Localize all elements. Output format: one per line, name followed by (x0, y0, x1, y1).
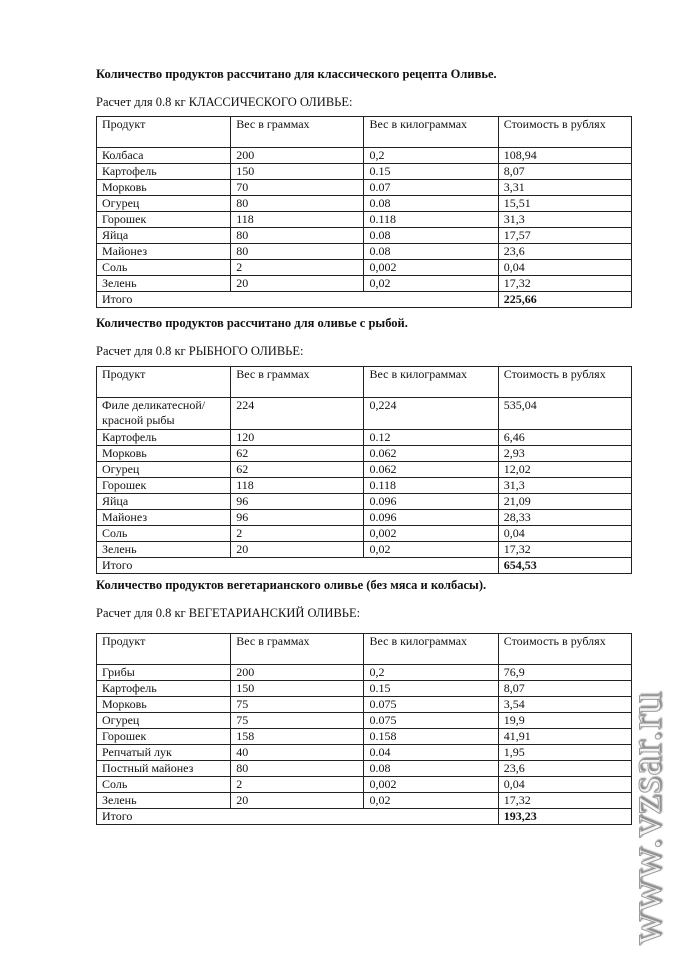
cell-product: Морковь (97, 697, 231, 713)
cell-kg: 0,02 (364, 276, 498, 292)
cell-product: Зелень (97, 542, 231, 558)
table-row (97, 681, 632, 697)
section-heading: Количество продуктов рассчитано для оливье с рыбой. (96, 316, 408, 330)
watermark-graphic (620, 610, 676, 950)
cell-kg: 0,02 (364, 542, 498, 558)
cell-kg: 0,002 (364, 777, 498, 793)
table-row (97, 164, 632, 180)
cell-grams: 200 (231, 148, 364, 164)
cell-cost: 535,04 (498, 398, 631, 430)
section-fish (96, 316, 632, 574)
cell-product: Зелень (97, 276, 231, 292)
table-row (97, 665, 632, 681)
table-row (97, 793, 632, 809)
cell-kg: 0,2 (364, 665, 498, 681)
header-cell-grams: Вес в граммах (231, 367, 364, 398)
section-subheading: Расчет для 0.8 кг КЛАССИЧЕСКОГО ОЛИВЬЕ: (96, 95, 353, 109)
total-row (97, 292, 632, 308)
total-row (97, 809, 632, 825)
cell-product: Грибы (97, 665, 231, 681)
table-row (97, 398, 632, 430)
cell-cost: 76,9 (498, 665, 631, 681)
cell-kg: 0.118 (364, 212, 498, 228)
table-row (97, 542, 632, 558)
section-heading: Количество продуктов рассчитано для классического рецепта Оливье. (96, 67, 497, 81)
vegetarian-table (96, 633, 632, 825)
cell-cost: 8,07 (498, 164, 631, 180)
cell-grams: 150 (231, 681, 364, 697)
table-row (97, 260, 632, 276)
header-cell-kg: Вес в килограммах (364, 634, 498, 665)
table-row (97, 212, 632, 228)
cell-cost: 17,32 (498, 542, 631, 558)
cell-cost: 31,3 (498, 478, 631, 494)
cell-kg: 0.158 (364, 729, 498, 745)
section-subheading: Расчет для 0.8 кг РЫБНОГО ОЛИВЬЕ: (96, 344, 304, 358)
cell-product: Огурец (97, 713, 231, 729)
cell-cost: 19,9 (498, 713, 631, 729)
table-row (97, 244, 632, 260)
cell-cost: 12,02 (498, 462, 631, 478)
cell-kg: 0.075 (364, 713, 498, 729)
cell-product: Горошек (97, 212, 231, 228)
cell-grams: 150 (231, 164, 364, 180)
table-header-row (97, 634, 632, 665)
cell-kg: 0.08 (364, 228, 498, 244)
cell-grams: 20 (231, 276, 364, 292)
cell-kg: 0.07 (364, 180, 498, 196)
cell-product: Постный майонез (97, 761, 231, 777)
cell-cost: 17,57 (498, 228, 631, 244)
section-classic (96, 67, 632, 308)
cell-grams: 20 (231, 542, 364, 558)
cell-cost: 28,33 (498, 510, 631, 526)
cell-grams: 62 (231, 446, 364, 462)
section-heading: Количество продуктов вегетарианского оливье (без мяса и колбасы). (96, 578, 487, 592)
table-row (97, 478, 632, 494)
cell-product: Репчатый лук (97, 745, 231, 761)
cell-kg: 0,002 (364, 526, 498, 542)
table-row (97, 276, 632, 292)
cell-product: Картофель (97, 430, 231, 446)
cell-cost: 3,54 (498, 697, 631, 713)
cell-grams: 96 (231, 510, 364, 526)
cell-product: Соль (97, 260, 231, 276)
cell-product: Майонез (97, 244, 231, 260)
cell-grams: 80 (231, 196, 364, 212)
cell-cost: 41,91 (498, 729, 631, 745)
cell-product: Зелень (97, 793, 231, 809)
cell-kg: 0.096 (364, 494, 498, 510)
cell-grams: 2 (231, 526, 364, 542)
cell-grams: 2 (231, 777, 364, 793)
table-row (97, 510, 632, 526)
total-value: 654,53 (498, 558, 631, 574)
cell-kg: 0.04 (364, 745, 498, 761)
table-row (97, 196, 632, 212)
classic-table (96, 116, 632, 308)
cell-product: Колбаса (97, 148, 231, 164)
cell-cost: 0,04 (498, 526, 631, 542)
cell-grams: 118 (231, 212, 364, 228)
cell-kg: 0,002 (364, 260, 498, 276)
cell-kg: 0,02 (364, 793, 498, 809)
cell-grams: 158 (231, 729, 364, 745)
table-row (97, 729, 632, 745)
cell-cost: 21,09 (498, 494, 631, 510)
table-row (97, 526, 632, 542)
cell-cost: 23,6 (498, 244, 631, 260)
cell-product: Горошек (97, 478, 231, 494)
total-value: 225,66 (498, 292, 631, 308)
total-label: Итого (97, 558, 499, 574)
table-row (97, 430, 632, 446)
cell-product: Огурец (97, 462, 231, 478)
cell-kg: 0.075 (364, 697, 498, 713)
table-row (97, 713, 632, 729)
cell-grams: 75 (231, 697, 364, 713)
cell-grams: 20 (231, 793, 364, 809)
cell-kg: 0,224 (364, 398, 498, 430)
cell-kg: 0.062 (364, 462, 498, 478)
header-cell-cost: Стоимость в рублях (498, 367, 631, 398)
cell-cost: 0,04 (498, 260, 631, 276)
table-header-row (97, 117, 632, 148)
cell-grams: 70 (231, 180, 364, 196)
cell-grams: 118 (231, 478, 364, 494)
table-row (97, 228, 632, 244)
cell-cost: 8,07 (498, 681, 631, 697)
cell-product: Майонез (97, 510, 231, 526)
cell-cost: 2,93 (498, 446, 631, 462)
cell-cost: 1,95 (498, 745, 631, 761)
cell-cost: 3,31 (498, 180, 631, 196)
fish-table (96, 366, 632, 574)
cell-grams: 200 (231, 665, 364, 681)
cell-cost: 108,94 (498, 148, 631, 164)
watermark-text: www.vzsar.ru (621, 691, 670, 945)
cell-kg: 0.118 (364, 478, 498, 494)
cell-kg: 0.12 (364, 430, 498, 446)
cell-cost: 23,6 (498, 761, 631, 777)
cell-product: Филе деликатесной/ красной рыбы (97, 398, 231, 430)
table-row (97, 761, 632, 777)
cell-product: Морковь (97, 180, 231, 196)
table-row (97, 697, 632, 713)
cell-grams: 40 (231, 745, 364, 761)
cell-kg: 0.15 (364, 164, 498, 180)
table-row (97, 745, 632, 761)
cell-product: Картофель (97, 164, 231, 180)
cell-product: Горошек (97, 729, 231, 745)
cell-product: Яйца (97, 494, 231, 510)
cell-product: Морковь (97, 446, 231, 462)
cell-kg: 0,2 (364, 148, 498, 164)
cell-product: Соль (97, 526, 231, 542)
cell-grams: 2 (231, 260, 364, 276)
header-cell-product: Продукт (97, 117, 231, 148)
watermark (620, 610, 676, 950)
cell-grams: 80 (231, 228, 364, 244)
header-cell-kg: Вес в килограммах (364, 367, 498, 398)
cell-kg: 0.15 (364, 681, 498, 697)
header-cell-product: Продукт (97, 634, 231, 665)
cell-product: Огурец (97, 196, 231, 212)
cell-kg: 0.062 (364, 446, 498, 462)
table-row (97, 148, 632, 164)
cell-grams: 75 (231, 713, 364, 729)
cell-kg: 0.096 (364, 510, 498, 526)
cell-grams: 80 (231, 244, 364, 260)
cell-cost: 31,3 (498, 212, 631, 228)
cell-cost: 15,51 (498, 196, 631, 212)
section-subheading: Расчет для 0.8 кг ВЕГЕТАРИАНСКИЙ ОЛИВЬЕ: (96, 606, 361, 620)
cell-cost: 17,32 (498, 793, 631, 809)
cell-product: Картофель (97, 681, 231, 697)
header-cell-product: Продукт (97, 367, 231, 398)
table-row (97, 494, 632, 510)
total-label: Итого (97, 809, 499, 825)
table-row (97, 446, 632, 462)
table-row (97, 462, 632, 478)
header-cell-grams: Вес в граммах (231, 634, 364, 665)
cell-product: Яйца (97, 228, 231, 244)
header-cell-grams: Вес в граммах (231, 117, 364, 148)
cell-cost: 17,32 (498, 276, 631, 292)
cell-grams: 224 (231, 398, 364, 430)
table-header-row (97, 367, 632, 398)
table-row (97, 777, 632, 793)
cell-cost: 0,04 (498, 777, 631, 793)
cell-product: Соль (97, 777, 231, 793)
header-cell-cost: Стоимость в рублях (498, 117, 631, 148)
cell-kg: 0.08 (364, 244, 498, 260)
cell-grams: 120 (231, 430, 364, 446)
section-vegetarian (96, 578, 632, 825)
cell-grams: 62 (231, 462, 364, 478)
total-row (97, 558, 632, 574)
header-cell-cost: Стоимость в рублях (498, 634, 631, 665)
cell-cost: 6,46 (498, 430, 631, 446)
header-cell-kg: Вес в килограммах (364, 117, 498, 148)
cell-kg: 0.08 (364, 761, 498, 777)
cell-grams: 80 (231, 761, 364, 777)
total-label: Итого (97, 292, 499, 308)
cell-kg: 0.08 (364, 196, 498, 212)
total-value: 193,23 (498, 809, 631, 825)
table-row (97, 180, 632, 196)
cell-grams: 96 (231, 494, 364, 510)
